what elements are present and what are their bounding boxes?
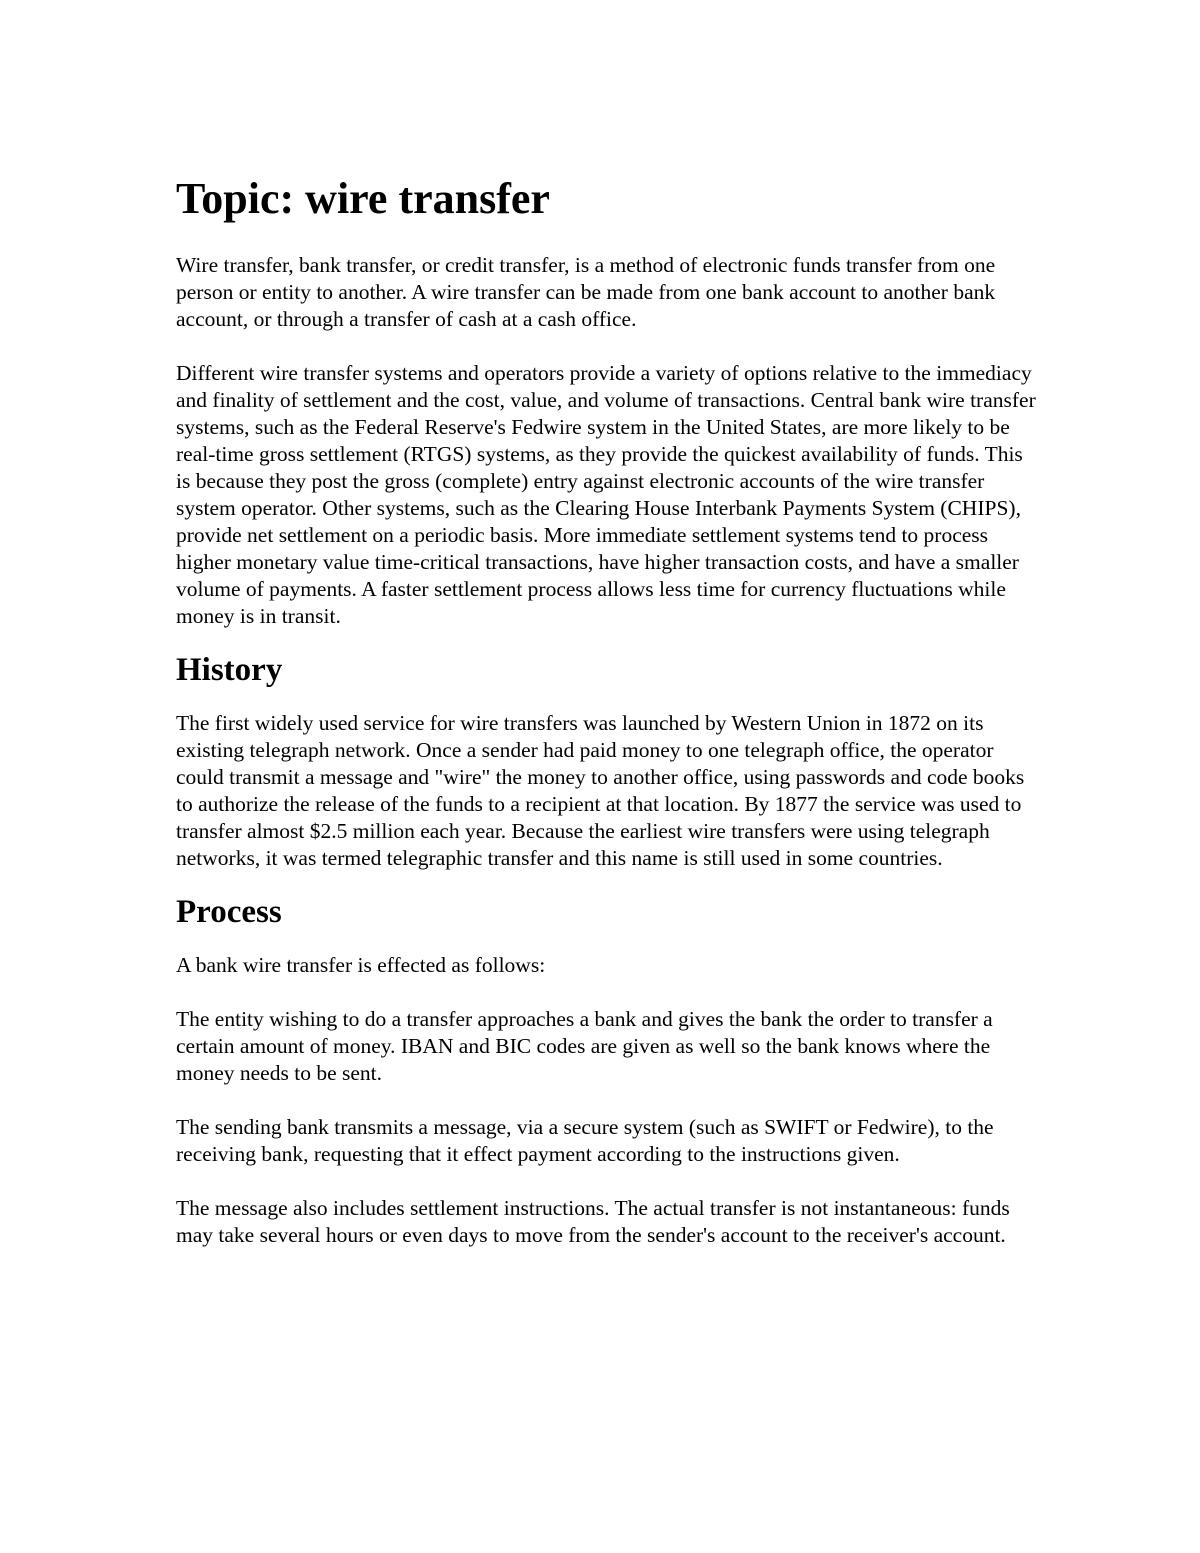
history-paragraph-1: The first widely used service for wire transfers was launched by Western Union in 1872 on its existing telegraph network. Once a sender had paid money to one telegraph office, the operator could transmit a message and "wire" the money to another office, using passwords and code books to authorize the release of the funds to a recipient at that location. By 1877 the service was used to transfer almost $2.5 million each year. Because the earliest wire transfers were using telegraph networks, it was termed telegraphic transfer and this name is still used in some countries. — [176, 711, 1025, 870]
process-heading: Process — [176, 894, 282, 930]
process-paragraph-3: The sending bank transmits a message, via a secure system (such as SWIFT or Fedwire), to the receiving bank, requesting that it effect payment according to the instructions given. — [176, 1115, 994, 1166]
intro-paragraph-1: Wire transfer, bank transfer, or credit transfer, is a method of electronic funds transfer from one person or entity to another. A wire transfer can be made from one bank account to another bank account, or through a transfer of cash at a cash office. — [176, 253, 996, 331]
history-heading: History — [176, 652, 283, 688]
process-paragraph-2: The entity wishing to do a transfer approaches a bank and gives the bank the order to transfer a certain amount of money. IBAN and BIC codes are given as well so the bank knows where the money needs to be sent. — [176, 1007, 993, 1085]
page-title: Topic: wire transfer — [176, 174, 550, 223]
process-paragraph-4: The message also includes settlement instructions. The actual transfer is not instantaneous: funds may take several hours or even days to move from the sender's account to the receiver's account. — [176, 1196, 1010, 1247]
intro-paragraph-2: Different wire transfer systems and operators provide a variety of options relative to the immediacy and finality of settlement and the cost, value, and volume of transactions. Central bank wire transfer systems, such as the Federal Reserve's Fedwire system in the United States, are more likely to be real-time gross settlement (RTGS) systems, as they provide the quickest availability of funds. This is because they post the gross (complete) entry against electronic accounts of the wire transfer system operator. Other systems, such as the Clearing House Interbank Payments System (CHIPS), provide net settlement on a periodic basis. More immediate settlement systems tend to process higher monetary value time-critical transactions, have higher transaction costs, and have a smaller volume of payments. A faster settlement process allows less time for currency fluctuations while money is in transit. — [176, 361, 1036, 628]
document-page — [176, 172, 1036, 1276]
process-paragraph-1: A bank wire transfer is effected as follows: — [176, 953, 546, 977]
